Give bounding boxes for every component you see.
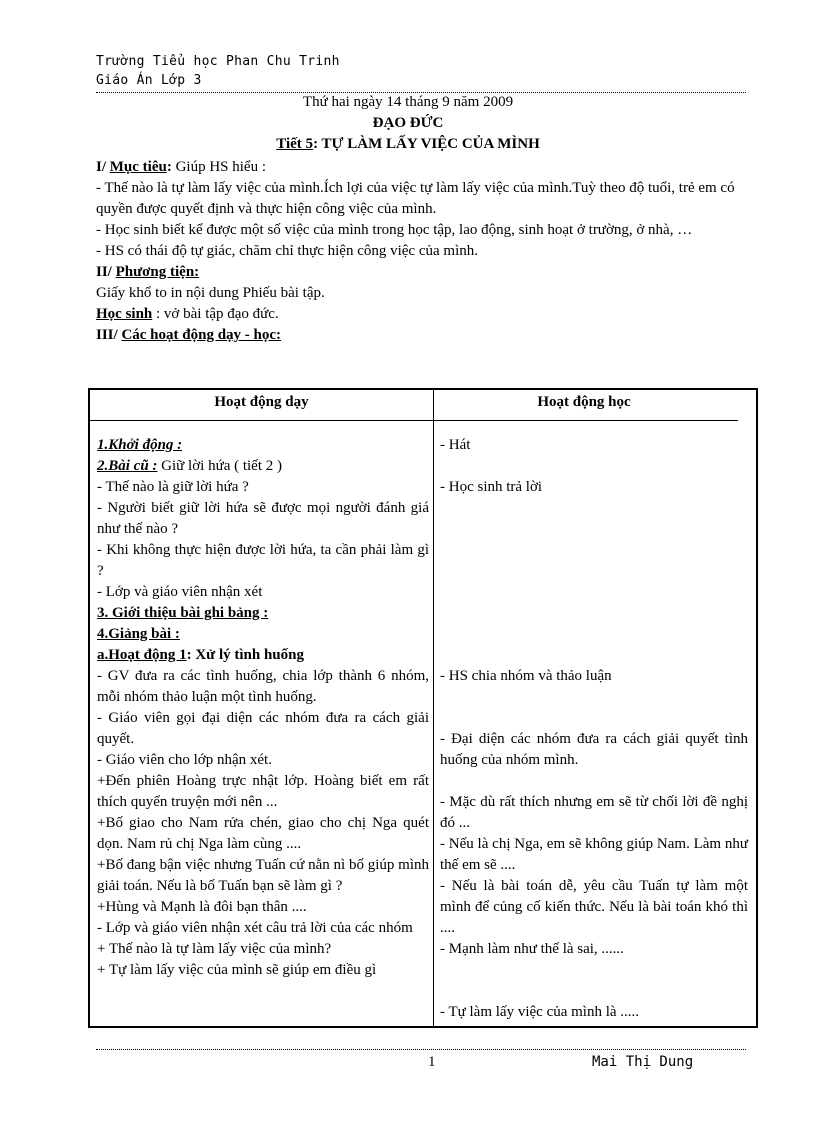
period-title: : TỰ LÀM LẤY VIỆC CỦA MÌNH — [313, 136, 540, 152]
column-header-teacher: Hoạt động dạy — [214, 394, 309, 410]
table-line: - Thế nào là giữ lời hứa ? — [97, 479, 249, 495]
header-row-divider — [90, 420, 738, 421]
table-line: - Lớp và giáo viên nhận xét — [97, 584, 263, 600]
table-line: - Tự làm lấy việc của mình là ..... — [440, 1004, 640, 1020]
student-column — [440, 435, 748, 1023]
objectives-heading: I/ Mục tiêu: Giúp HS hiểu : — [96, 159, 267, 175]
table-line: - Giáo viên gọi đại diện các nhóm đưa ra cách giải quyết. — [97, 710, 429, 747]
column-divider — [433, 390, 434, 1026]
page-header — [96, 52, 340, 90]
objective-item: - HS có thái độ tự giác, chăm chỉ thực hiện công việc của mình. — [96, 243, 478, 259]
section-review: 2.Bài cũ : — [97, 458, 158, 474]
header-divider — [96, 92, 746, 93]
table-line: + Tự làm lấy việc của mình sẽ giúp em điều gì — [97, 962, 377, 978]
table-line: - Mạnh làm như thế là sai, ...... — [440, 941, 624, 957]
table-line: + Thế nào là tự làm lấy việc của mình? — [97, 941, 332, 957]
table-line: - Khi không thực hiện được lời hứa, ta cần phải làm gì ? — [97, 542, 429, 579]
table-line: +Hùng và Mạnh là đôi bạn thân .... — [97, 899, 307, 915]
lesson-subject: ĐẠO ĐỨC — [372, 115, 444, 131]
table-line: +Đến phiên Hoàng trực nhật lớp. Hoàng biết em rất thích quyển truyện mới nên ... — [97, 773, 429, 810]
objective-item: - Học sinh biết kể được một số việc của mình trong học tập, lao động, sinh hoạt ở trường, ở nhà, … — [96, 222, 693, 238]
table-line: - Nếu là bài toán dễ, yêu cầu Tuấn tự làm một mình để củng cố kiến thức. Nếu là bài toán khó thì .... — [440, 878, 748, 936]
table-line: - Lớp và giáo viên nhận xét câu trả lời của các nhóm — [97, 920, 413, 936]
subject-name: Giáo Án Lớp 3 — [96, 73, 202, 88]
objective-item: - Thế nào là tự làm lấy việc của mình.Ích lợi của việc tự làm lấy việc của mình.Tuỳ theo độ tuổi, trẻ em có quyền được quyết định và thực hiện công việc của mình. — [96, 180, 735, 217]
activities-heading: III/ Các hoạt động dạy - học: — [96, 327, 282, 343]
section-warmup: 1.Khởi động : — [97, 437, 183, 453]
table-line: +Bố giao cho Nam rửa chén, giao cho chị Nga quét dọn. Nam rủ chị Nga làm cùng .... — [97, 815, 429, 852]
section-lesson: 4.Giảng bài : — [97, 626, 180, 642]
school-name: Trường Tiểu học Phan Chu Trinh — [96, 54, 340, 69]
lesson-date: Thứ hai ngày 14 tháng 9 năm 2009 — [302, 94, 514, 110]
lesson-body — [96, 157, 756, 346]
table-line: - Học sinh trả lời — [440, 479, 543, 495]
lesson-period — [0, 136, 816, 153]
table-line: - Giáo viên cho lớp nhận xét. — [97, 752, 272, 768]
means-heading: II/ Phương tiện: — [96, 264, 200, 280]
page-number: 1 — [428, 1054, 436, 1070]
table-line: - Đại diện các nhóm đưa ra cách giải quyết tình huống của nhóm mình. — [440, 731, 748, 768]
table-line: - GV đưa ra các tình huống, chia lớp thành 6 nhóm, mỗi nhóm thảo luận một tình huống. — [97, 668, 429, 705]
table-line: - HS chia nhóm và thảo luận — [440, 668, 612, 684]
period-label: Tiết 5 — [276, 136, 314, 152]
column-header-student: Hoạt động học — [537, 394, 631, 410]
table-line: - Hát — [440, 437, 471, 453]
means-teacher: Giấy khổ to in nội dung Phiếu bài tập. — [96, 285, 325, 301]
table-line: - Mặc dù rất thích nhưng em sẽ từ chối lời đề nghị đó ... — [440, 794, 748, 831]
author-name: Mai Thị Dung — [592, 1054, 694, 1070]
activities-table — [88, 388, 758, 1028]
section-intro: 3. Giới thiệu bài ghi bảng : — [97, 605, 269, 621]
footer-divider — [96, 1049, 746, 1050]
means-student: Học sinh : vở bài tập đạo đức. — [96, 306, 279, 322]
table-line: +Bố đang bận việc nhưng Tuấn cứ nằn nì bố giúp mình giải toán. Nếu là bố Tuấn bạn sẽ làm gì ? — [97, 857, 429, 894]
table-line: - Người biết giữ lời hứa sẽ được mọi người đánh giá như thế nào ? — [97, 500, 429, 537]
table-line: - Nếu là chị Nga, em sẽ không giúp Nam. Làm như thế em sẽ .... — [440, 836, 748, 873]
teacher-column: 1.Khởi động : 2.Bài cũ : Giữ lời hứa ( tiết 2 ) - Thế nào là giữ lời hứa ? - Người biết giữ lời hứa sẽ được mọi người đánh giá như thế nào ? - Khi không thực hiện được lời hứa, ta cần phải làm gì ? - Lớp và giáo viên nhận xét 3. Giới thiệu bài ghi bảng : 4.Giảng bài : a.Hoạt động 1: Xử lý tình huống - GV đưa ra các tình huống, chia lớp thành 6 nhóm, mỗi nhóm thảo luận một tình huống. - Giáo viên gọi đại diện các nhóm đưa ra cách giải quyết. - Giáo viên cho lớp nhận xét. +Đến phiên Hoàng trực nhật lớp. Hoàng biết em rất thích quyển truyện mới nên ... +Bố giao cho Nam rửa chén, giao cho chị Nga quét dọn. Nam rủ chị Nga làm cùng .... +Bố đang bận việc nhưng Tuấn cứ nằn nì bố giúp mình giải toán. Nếu là bố Tuấn bạn sẽ làm gì ? +Hùng và Mạnh là đôi bạn thân .... - Lớp và giáo viên nhận xét câu trả lời của các nhóm + Thế nào là tự làm lấy việc của mình? + Tự làm lấy việc của mình sẽ giúp em điều gì — [97, 435, 429, 981]
activity-label: a.Hoạt động 1 — [97, 647, 187, 663]
